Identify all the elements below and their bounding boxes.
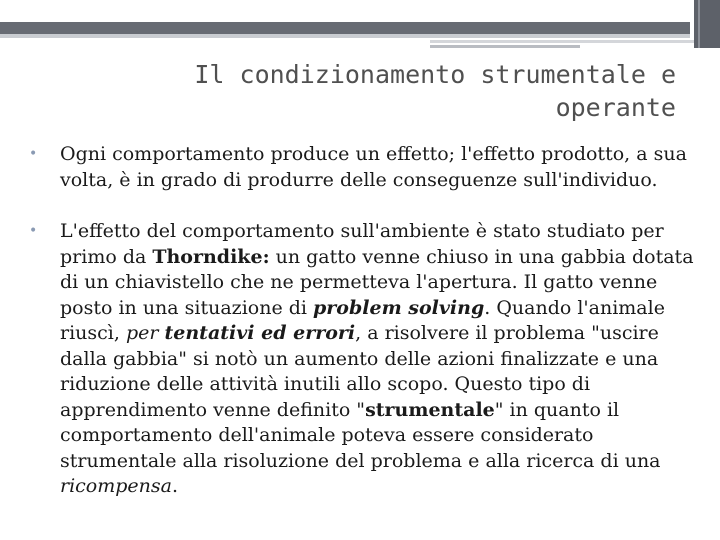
strumentale-term: strumentale xyxy=(365,398,495,421)
problem-solving-term: problem solving xyxy=(313,296,485,319)
trial-and-error-term: tentativi ed errori xyxy=(164,322,356,344)
paragraph-text: . Quando l'animale riuscì, xyxy=(60,296,665,344)
bullet-icon: • xyxy=(29,146,38,162)
header-accent-line-short xyxy=(430,45,580,48)
slide-body xyxy=(0,142,720,526)
paragraph-text: un gatto venne chiuso in una gabbia dotata di un chiavistello che ne permetteva l'apertura. Il gatto venne posto in una situazione di xyxy=(60,245,694,319)
header-corner-stripe xyxy=(698,0,700,48)
thorndike-name: Thorndike: xyxy=(152,245,270,268)
slide-title: Il condizionamento strumentale e operante xyxy=(194,60,676,122)
paragraph-text: " in quanto il comportamento dell'animale poteva essere considerato strumentale alla risoluzione del problema e alla ricerca di una xyxy=(60,398,661,472)
paragraph-text: , a risolvere il problema "uscire dalla gabbia" si notò un aumento delle azioni finalizzate e una riduzione delle attività inutili allo scopo. Questo tipo di apprendimento venne definito " xyxy=(60,322,659,421)
per-word: per xyxy=(125,322,159,344)
bullet-icon: • xyxy=(29,223,38,239)
header-corner-block xyxy=(694,0,720,48)
header-bar-light xyxy=(0,34,690,38)
bullet-paragraph-1 xyxy=(0,142,720,193)
paragraph-text: . xyxy=(171,475,179,497)
ricompensa-term: ricompensa xyxy=(60,475,172,497)
header-bar-dark xyxy=(0,22,690,34)
paragraph-text: L'effetto del comportamento sull'ambiente è stato studiato per primo da xyxy=(60,220,664,268)
bullet-paragraph-2 xyxy=(0,219,720,500)
header-accent-line xyxy=(430,40,695,43)
paragraph-text: Ogni comportamento produce un effetto; l'effetto prodotto, a sua volta, è in grado di produrre delle conseguenze sull'individuo. xyxy=(60,143,687,191)
header-decoration xyxy=(0,0,720,50)
